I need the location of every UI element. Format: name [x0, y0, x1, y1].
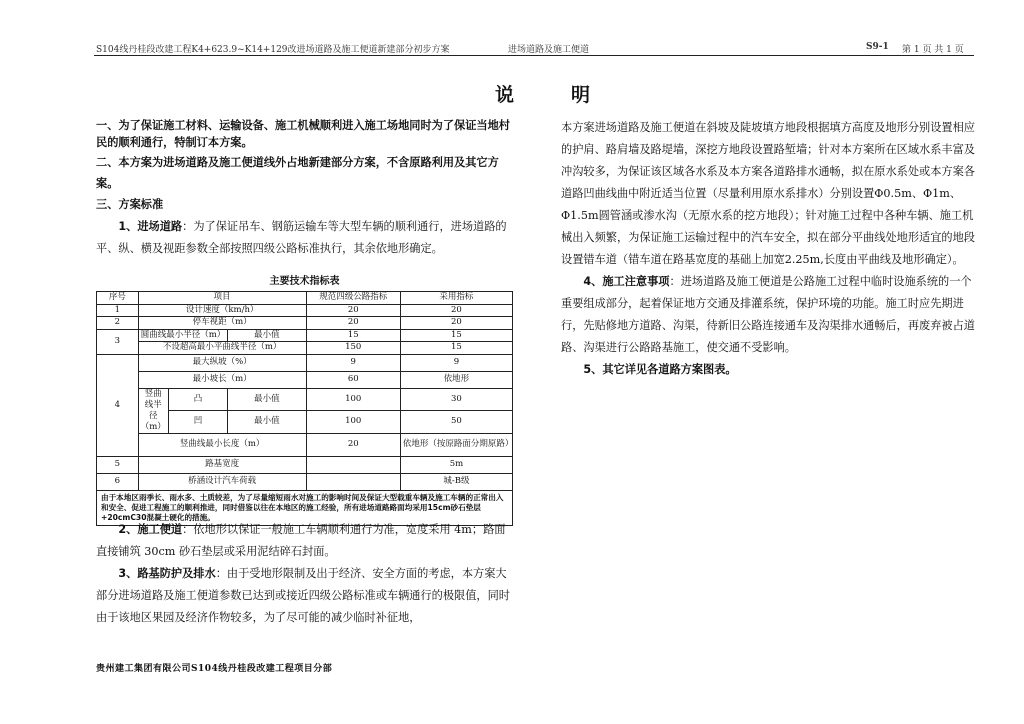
header-drawing-number: S9-1 — [866, 42, 889, 52]
table-row — [97, 433, 513, 456]
table-cell: 桥涵设计汽车荷载 — [138, 473, 306, 490]
table-header-cell: 项目 — [138, 292, 306, 305]
right-column — [561, 117, 979, 381]
para-construction-road-lead: 2、施工便道 — [118, 523, 183, 536]
table-row — [97, 456, 513, 473]
table-cell: 150 — [306, 342, 400, 355]
para-entry-road-body: ：为了保证吊车、钢筋运输车等大型车辆的顺利通行，进场道路的平、纵、横及视距参数全部按照四级公路标准执行，其余依地形确定。 — [96, 220, 507, 255]
para-entry-road-lead: 1、进场道路 — [118, 220, 183, 233]
table-cell: 不设超高最小平曲线半径（m） — [138, 342, 306, 355]
table-cell — [306, 456, 400, 473]
table-cell: 2 — [97, 317, 139, 330]
table-row — [97, 371, 513, 388]
table-cell: 最小值 — [228, 388, 306, 411]
table-cell: 20 — [306, 317, 400, 330]
page-title-char-2: 明 — [571, 84, 591, 106]
table-cell: 5m — [400, 456, 512, 473]
table-cell: 竖曲线半径（m） — [138, 388, 168, 433]
header-project-title: S104线丹桂段改建工程K4+623.9~K14+129改进场道路及施工便道新建部分初步方案 — [96, 45, 450, 55]
table-row — [97, 329, 513, 342]
table-row — [97, 317, 513, 330]
para-protection-drainage — [96, 563, 514, 629]
table-row — [97, 354, 513, 371]
table-cell: 最小值 — [228, 411, 306, 434]
table-cell: 5 — [97, 456, 139, 473]
table-header-cell: 规范四级公路指标 — [306, 292, 400, 305]
para-other-details: 5、其它详见各道路方案图表。 — [583, 363, 737, 376]
header-divider — [94, 55, 974, 56]
table-row — [97, 388, 513, 411]
table-cell: 60 — [306, 371, 400, 388]
page-title-char-1: 说 — [495, 84, 515, 106]
table-cell: 路基宽度 — [138, 456, 306, 473]
table-row — [97, 342, 513, 355]
table-row — [97, 304, 513, 317]
para-protection-drainage-continued: 本方案进场道路及施工便道在斜坡及陡坡填方地段根据填方高度及地形分别设置相应的护肩、路肩墙及路堤墙，深挖方地段设置路堑墙；针对本方案所在区域水系丰富及冲沟较多，为保证该区域各水系及本方案各道路排水通畅，拟在原水系处或本方案各道路凹曲线曲中附近适当位置（尽量利用原水系排水）分别设置Φ0.5m、Φ1m、Φ1.5m圆管涵或渗水沟（无原水系的挖方地段）；针对施工过程中各种车辆、施工机械出入频繁，为保证施工运输过程中的汽车安全，拟在部分平曲线处地形适宜的地段设置错车道（错车道在路基宽度的基础上加宽2.25m,长度由平曲线及地形确定）。 — [561, 121, 975, 266]
table-cell: 最大纵坡（%） — [138, 354, 306, 371]
table-cell: 100 — [306, 388, 400, 411]
table-cell: 100 — [306, 411, 400, 434]
table-title: 主要技术指标表 — [269, 276, 340, 287]
table-header-row — [97, 292, 513, 305]
para-construction-road — [96, 519, 514, 563]
para-entry-road — [96, 216, 514, 260]
header-section-name: 进场道路及施工便道 — [508, 45, 590, 55]
table-cell: 50 — [400, 411, 512, 434]
table-cell: 30 — [400, 388, 512, 411]
item-3-heading: 三、方案标准 — [96, 198, 164, 211]
para-construction-notes-lead: 4、施工注意事项 — [583, 275, 670, 288]
table-cell: 凹 — [168, 411, 228, 434]
table-cell: 20 — [400, 304, 512, 317]
para-construction-notes — [561, 271, 979, 359]
table-header-cell: 序号 — [97, 292, 139, 305]
table-cell: 20 — [306, 304, 400, 317]
table-cell: 最小值 — [228, 329, 306, 342]
table-header-cell: 采用指标 — [400, 292, 512, 305]
table-note: 由于本地区雨季长、雨水多、土质较差，为了尽量缩短雨水对施工的影响时间及保证大型载重车辆及施工车辆的正常出入和安全、促进工程施工的顺利推进，同时借鉴以往在本地区的施工经验，所有进场道路路面均采用15cm砂石垫层+20cmC30混凝土硬化的措施。 — [97, 490, 513, 525]
item-2: 二、本方案为进场道路及施工便道线外占地新建部分方案，不含原路利用及其它方案。 — [96, 156, 499, 190]
para-protection-drainage-lead: 3、路基防护及排水 — [118, 567, 216, 580]
footer-company: 贵州建工集团有限公司S104线丹桂段改建工程项目分部 — [96, 664, 333, 674]
left-column-lower — [96, 519, 514, 629]
table-cell: 20 — [306, 433, 400, 456]
table-row — [97, 473, 513, 490]
table-cell: 凸 — [168, 388, 228, 411]
table-cell: 9 — [306, 354, 400, 371]
item-1: 一、为了保证施工材料、运输设备、施工机械顺利进入施工场地同时为了保证当地村民的顺利通行，特制订本方案。 — [96, 119, 510, 149]
table-cell: 圆曲线最小半径（m） — [138, 329, 228, 342]
para-protection-drainage-body: ：由于受地形限制及出于经济、安全方面的考虑，本方案大部分进场道路及施工便道参数已达到或接近四级公路标准或车辆通行的极限值，同时由于该地区果园及经济作物较多，为了尽可能的减少临时补征地， — [96, 567, 510, 624]
table-cell: 停车视距（m） — [138, 317, 306, 330]
table-cell: 15 — [400, 342, 512, 355]
table-cell: 竖曲线最小长度（m） — [138, 433, 306, 456]
table-cell — [306, 473, 400, 490]
table-cell: 20 — [400, 317, 512, 330]
technical-index-table — [96, 291, 513, 526]
table-cell: 4 — [97, 354, 139, 456]
table-cell: 最小坡长（m） — [138, 371, 306, 388]
para-construction-road-body: ：依地形以保证一般施工车辆顺利通行为准，宽度采用 4m；路面直接铺筑 30cm 砂石垫层或采用泥结碎石封面。 — [96, 523, 506, 558]
table-cell: 15 — [306, 329, 400, 342]
para-construction-notes-body: ：进场道路及施工便道是公路施工过程中临时设施系统的一个重要组成部分，起着保证地方交通及排灌系统，保护环境的功能。施工时应先期进行，先贴修地方道路、沟渠，待新旧公路连接通车及沟渠排水通畅后，再废弃被占道路、沟渠进行公路路基施工，使交通不受影响。 — [561, 275, 975, 354]
table-cell: 城-B级 — [400, 473, 512, 490]
header-page-info: 第 1 页 共 1 页 — [902, 45, 964, 55]
table-cell: 6 — [97, 473, 139, 490]
table-cell: 9 — [400, 354, 512, 371]
table-cell: 依地形 — [400, 371, 512, 388]
table-cell: 1 — [97, 304, 139, 317]
left-column-upper — [96, 117, 514, 260]
table-cell: 3 — [97, 329, 139, 354]
table-cell: 15 — [400, 329, 512, 342]
table-cell: 设计速度（km/h） — [138, 304, 306, 317]
table-cell: 依地形（按原路面分期原路） — [400, 433, 512, 456]
